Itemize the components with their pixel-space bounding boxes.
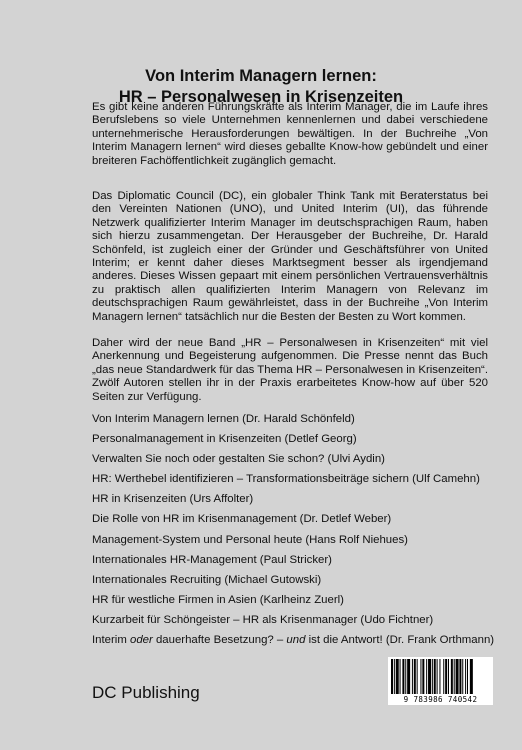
barcode-bar <box>396 659 399 694</box>
title-line-2: HR – Personalwesen in Krisenzeiten <box>118 88 404 106</box>
barcode-bar <box>402 659 404 694</box>
barcode-bar <box>470 659 473 694</box>
contents-item: Verwalten Sie noch oder gestalten Sie schon? (Ulvi Aydin) <box>92 453 385 466</box>
barcode-bar <box>412 659 413 694</box>
contents-list <box>92 413 502 654</box>
contents-item <box>92 634 502 654</box>
barcode-bar <box>394 659 395 694</box>
background-paragraph: Das Diplomatic Council (DC), ein globaler Think Tank mit Beraterstatus bei den Vereinten Nationen (UNO), und United Interim (UI), das führende Netzwerk qualifizierter Interim Manager im deutschsprachigen Raum, haben sich hierzu zusammengetan. Der Herausgeber der Buchreihe, Dr. Harald Schönfeld, ist zugleich einer der Gründer und Geschäftsführer von United Interim; er kennt daher dieses Marktsegment besser als irgendjemand anderes. Dieses Wissen gepaart mit einem persönlichen Vertrauensverhältnis zu praktisch allen qualifizierten Interim Managern von Relevanz im deutschsprachigen Raum gewährleistet, dass in der Buchreihe „Von Interim Managern lernen“ tatsächlich nur die Besten der Besten zu Wort kommen. <box>92 190 488 323</box>
barcode-bar <box>439 659 440 694</box>
barcode-bar <box>434 659 436 694</box>
publisher-name: DC Publishing <box>92 683 200 702</box>
contents-item: Internationales HR-Management (Paul Stricker) <box>92 553 332 566</box>
contents-item-part: Interim <box>92 634 130 647</box>
barcode-bar <box>391 659 393 694</box>
barcode-bar <box>467 659 468 694</box>
barcode-bar <box>437 659 438 694</box>
contents-item: HR in Krisenzeiten (Urs Affolter) <box>92 493 254 506</box>
contents-item: HR: Werthebel identifizieren – Transformationsbeiträge sichern (Ulf Camehn) <box>92 473 480 486</box>
barcode-bar <box>456 659 459 694</box>
contents-item: Management-System und Personal heute (Hans Rolf Niehues) <box>92 533 408 546</box>
barcode-bars <box>391 659 490 694</box>
emphasis: und <box>286 634 306 647</box>
emphasis: oder <box>129 634 153 647</box>
barcode-bar <box>405 659 406 694</box>
intro-paragraph: Es gibt keine anderen Führungskräfte als Interim Manager, die im Laufe ihres Berufslebens so viele Unternehmen kennenlernen und dabei verschiedene unternehmerische Herausforderungen bewältigen. In der Buchreihe „Von Interim Managern lernen“ wird dieses geballte Know-how gebündelt und einer breiteren Fachöffentlichkeit zugänglich gemacht. <box>92 101 488 167</box>
barcode-bar <box>420 659 421 694</box>
barcode-bar <box>448 659 449 694</box>
contents-item: Kurzarbeit für Schöngeister – HR als Krisenmanager (Udo Fichtner) <box>92 613 434 626</box>
barcode-bar <box>454 659 455 694</box>
contents-item: Personalmanagement in Krisenzeiten (Detlef Georg) <box>92 433 357 446</box>
reception-paragraph: Daher wird der neue Band „HR – Personalwesen in Krisenzeiten“ mit viel Anerkennung und Begeisterung aufgenommen. Die Presse nennt das Buch „das neue Standardwerk für das Thema HR – Personalwesen in Krisenzeiten“. Zwölf Autoren stellen ihr in der Praxis erarbeitetes Know-how auf über 520 Seiten zur Verfügung. <box>92 337 488 403</box>
barcode-bar <box>443 659 444 694</box>
barcode-bar <box>426 659 427 694</box>
isbn-barcode <box>388 657 493 705</box>
contents-item: Internationales Recruiting (Michael Gutowski) <box>92 573 322 586</box>
contents-item: Die Rolle von HR im Krisenmanagement (Dr. Detlef Weber) <box>92 513 392 526</box>
barcode-bar <box>451 659 453 694</box>
barcode-bar <box>432 659 433 694</box>
title-line-1: Von Interim Managern lernen: <box>145 67 377 85</box>
barcode-bar <box>422 659 424 694</box>
contents-item: HR für westliche Firmen in Asien (Karlheinz Zuerl) <box>92 593 344 606</box>
barcode-bar <box>428 659 431 694</box>
barcode-bar <box>414 659 416 694</box>
barcode-bar <box>462 659 463 694</box>
barcode-bar <box>417 659 418 694</box>
contents-item-part: dauerhafte Besetzung? – <box>152 634 287 647</box>
barcode-bar <box>407 659 410 694</box>
contents-item-part: ist die Antwort! (Dr. Frank Orthmann) <box>305 634 495 647</box>
contents-item: Von Interim Managern lernen (Dr. Harald Schönfeld) <box>92 413 355 425</box>
barcode-bar <box>445 659 447 694</box>
barcode-bar <box>465 659 466 694</box>
barcode-bar <box>459 659 461 694</box>
barcode-digits: 9 783986 740542 <box>403 695 478 704</box>
barcode-bar <box>400 659 401 694</box>
